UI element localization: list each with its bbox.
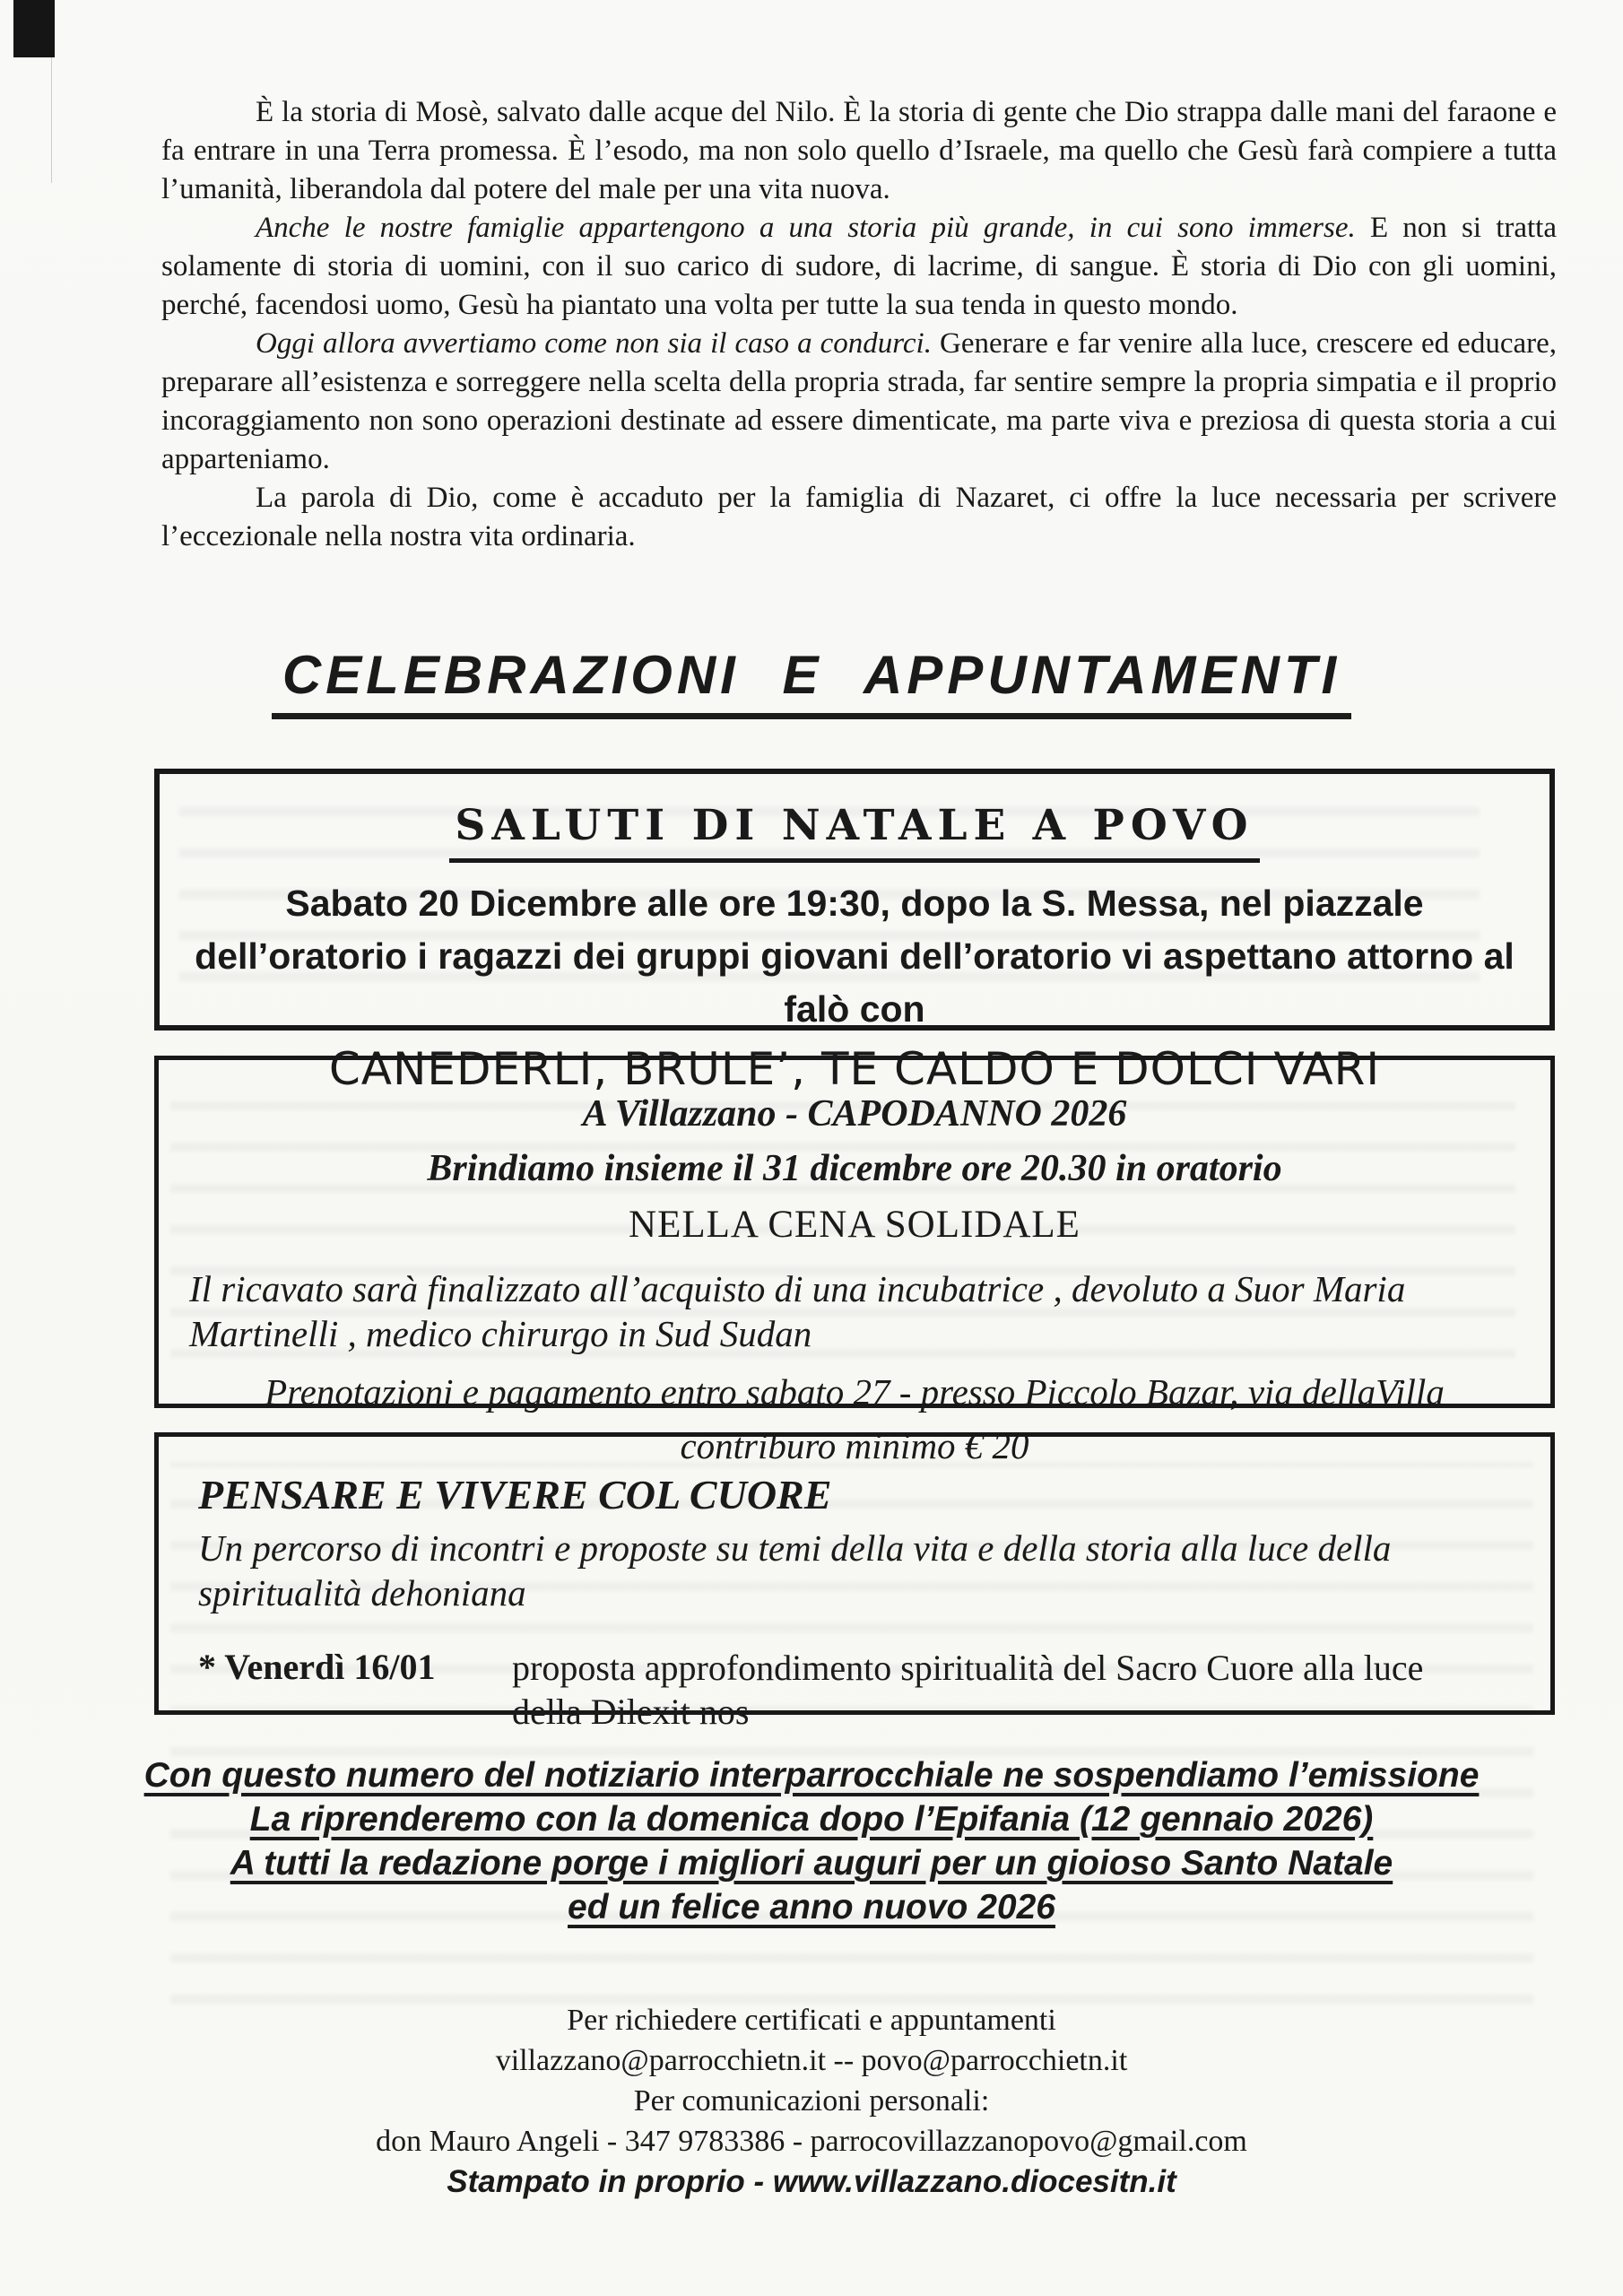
announcement-line-3 <box>0 1846 1623 1882</box>
announcement-line-1-text: Con questo numero del notiziario interparrocchiale ne sospendiamo l’emissione <box>143 1756 1480 1795</box>
footer-contacts <box>0 2000 1623 2202</box>
announcement-line-3-text: A tutti la redazione porge i migliori auguri per un gioioso Santo Natale <box>230 1844 1393 1883</box>
footer-emails: villazzano@parrocchietn.it -- povo@parrocchietn.it <box>495 2044 1128 2077</box>
capodanno-invite: Brindiamo insieme il 31 dicembre ore 20.30 in oratorio <box>427 1148 1282 1189</box>
pensare-event-date: * Venerdì 16/01 <box>198 1647 436 1687</box>
suspension-announcement <box>0 1758 1623 1934</box>
capodanno-cena-solidale: NELLA CENA SOLIDALE <box>629 1204 1081 1246</box>
box-saluti-body: Sabato 20 Dicembre alle ore 19:30, dopo la S. Messa, nel piazzale dell’oratorio i ragazzi dei gruppi giovani dell’oratorio vi aspettano attorno al falò con <box>195 883 1515 1030</box>
announcement-line-4 <box>0 1890 1623 1926</box>
intro-paragraph-3 <box>161 325 1557 479</box>
announcement-line-2 <box>0 1802 1623 1838</box>
pensare-event-text: proposta approfondimento spiritualità del Sacro Cuore alla luce della Dilexit nos <box>512 1648 1424 1732</box>
pensare-title: PENSARE E VIVERE COL CUORE <box>198 1472 832 1518</box>
footer-certificati: Per richiedere certificati e appuntamenti <box>567 2004 1056 2037</box>
box-capodanno-2026 <box>154 1056 1555 1466</box>
intro-paragraph-1-text: È la storia di Mosè, salvato dalle acque del Nilo. È la storia di gente che Dio strappa dalle mani del faraone e fa entrare in una Terra promessa. È l’esodo, ma non solo quello d’Israele, ma quello che Gesù farà compiere a tutta l’umanità, liberandola dal potere del male per una vita nuova. <box>161 96 1557 205</box>
pensare-event-row <box>198 1646 1511 1734</box>
intro-paragraph-4 <box>161 479 1557 556</box>
box-pensare-e-vivere <box>154 1432 1555 1732</box>
intro-paragraph-1 <box>161 93 1557 209</box>
box-saluti-menu: CANEDERLI, BRULE’, TE CALDO E DOLCI VARI <box>328 1043 1381 1095</box>
announcement-line-4-text: ed un felice anno nuovo 2026 <box>568 1888 1055 1926</box>
announcement-line-2-text: La riprenderemo con la domenica dopo l’Epifania (12 gennaio 2026) <box>249 1800 1374 1839</box>
footer-stampato: Stampato in proprio - www.villazzano.diocesitn.it <box>447 2164 1176 2199</box>
footer-parroco-contact: don Mauro Angeli - 347 9783386 - parrocovillazzanopovo@gmail.com <box>376 2125 1247 2158</box>
section-heading-celebrazioni: CELEBRAZIONI E APPUNTAMENTI <box>272 644 1351 719</box>
capodanno-contributo: contriburo minimo € 20 <box>680 1425 1029 1466</box>
intro-paragraph-2-lead: Anche le nostre famiglie appartengono a una storia più grande, in cui sono immerse. <box>256 212 1356 244</box>
pensare-subtitle: Un percorso di incontri e proposte su temi della vita e della storia alla luce della spiritualità dehoniana <box>198 1527 1392 1613</box>
section-heading-wrap <box>0 644 1623 719</box>
intro-paragraph-3-rest: Generare e far venire alla luce, crescere ed educare, preparare all’esistenza e sorreggere nella scelta della propria strada, far sentire sempre la propria simpatia e il proprio incoraggiamento non sono operazioni destinate ad essere dimenticate, ma parte viva e preziosa di questa storia a cui apparteniamo. <box>161 327 1557 475</box>
capodanno-title: A Villazzano - CAPODANNO 2026 <box>582 1093 1127 1135</box>
box-saluti-title: SALUTI DI NATALE A POVO <box>449 801 1259 863</box>
intro-paragraph-4-text: La parola di Dio, come è accaduto per la famiglia di Nazaret, ci offre la luce necessaria per scrivere l’eccezionale nella nostra vita ordinaria. <box>161 482 1557 552</box>
capodanno-prenotazioni: Prenotazioni e pagamento entro sabato 27 - presso Piccolo Bazar, via dellaVilla <box>265 1371 1445 1413</box>
scan-artifact-edge-line <box>51 57 52 183</box>
intro-paragraph-3-lead: Oggi allora avvertiamo come non sia il caso a condurci. <box>256 327 932 360</box>
footer-comunicazioni: Per comunicazioni personali: <box>633 2084 990 2118</box>
scan-artifact-corner-mark <box>13 0 55 57</box>
intro-paragraph-2-rest: E non si tratta solamente di storia di uomini, con il suo carico di sudore, di lacrime, di sangue. È storia di Dio con gli uomini, perché, facendosi uomo, Gesù ha piantato una volta per tutte la sua tenda in questo mondo. <box>161 212 1557 321</box>
box-saluti-di-natale <box>154 769 1555 1095</box>
capodanno-ricavato: Il ricavato sarà finalizzato all’acquisto di una incubatrice , devoluto a Suor Maria Martinelli , medico chirurgo in Sud Sudan <box>189 1268 1406 1354</box>
intro-paragraph-2 <box>161 209 1557 325</box>
announcement-line-1 <box>0 1758 1623 1794</box>
intro-text-block <box>161 93 1557 556</box>
